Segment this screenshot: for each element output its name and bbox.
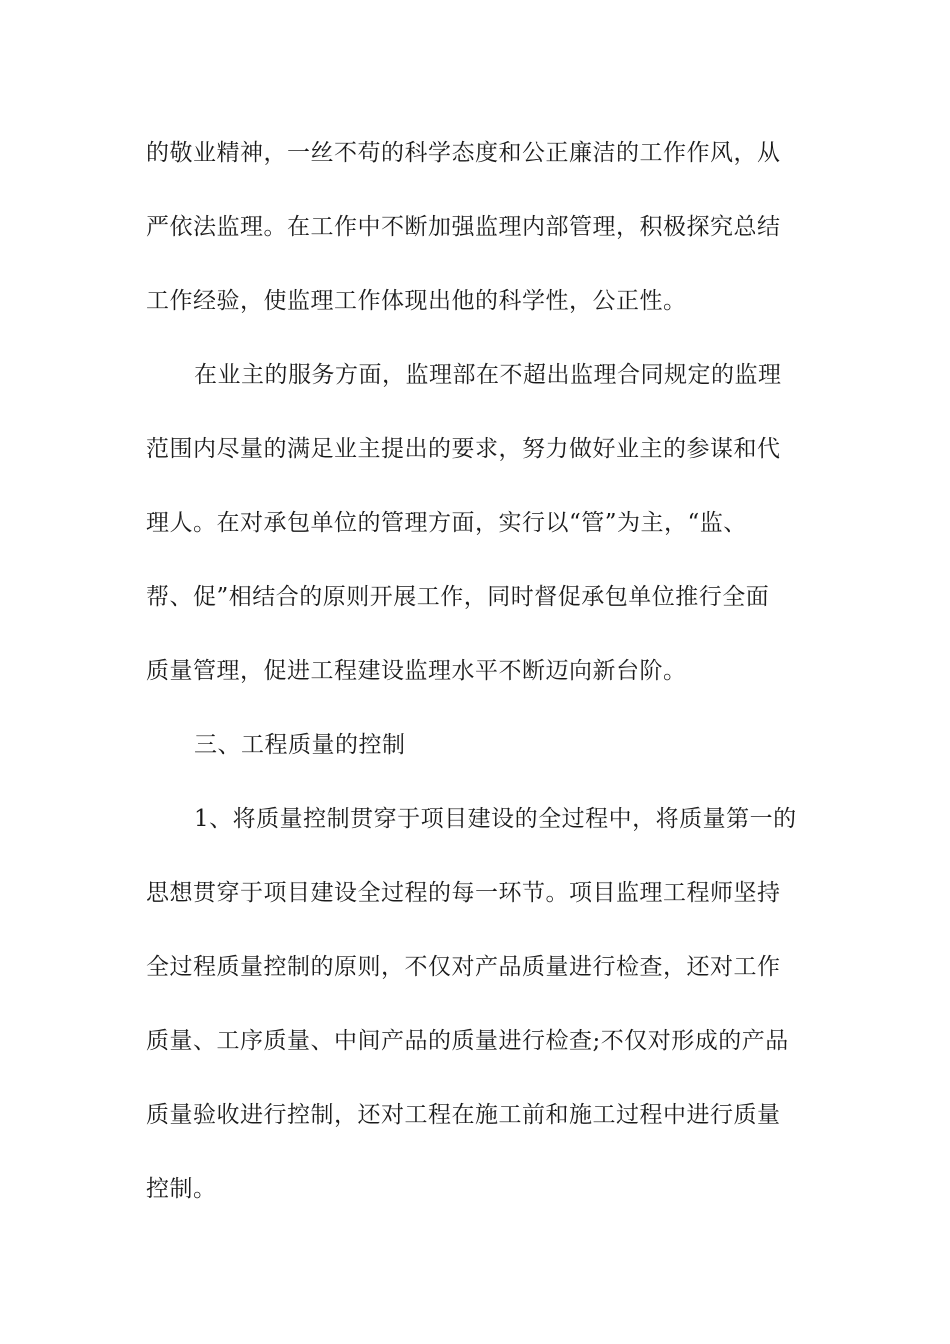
paragraph-3 [146, 782, 804, 1226]
text-line: 1、将质量控制贯穿于项目建设的全过程中，将质量第一的 [194, 806, 797, 832]
text-line: 范围内尽量的满足业主提出的要求，努力做好业主的参谋和代 [146, 436, 781, 462]
text-line: 质量、工序质量、中间产品的质量进行检查;不仅对形成的产品 [146, 1028, 789, 1054]
text-line: 在业主的服务方面，监理部在不超出监理合同规定的监理 [194, 362, 782, 388]
text-line: 理人。在对承包单位的管理方面，实行以“管”为主，“监、 [146, 510, 747, 536]
section-heading [146, 708, 804, 782]
text-line: 帮、促”相结合的原则开展工作，同时督促承包单位推行全面 [146, 584, 770, 610]
text-line: 的敬业精神，一丝不苟的科学态度和公正廉洁的工作作风，从 [146, 140, 781, 166]
text-line: 思想贯穿于项目建设全过程的每一环节。项目监理工程师坚持 [146, 880, 781, 906]
paragraph-1 [146, 116, 804, 338]
text-line: 质量验收进行控制，还对工程在施工前和施工过程中进行质量 [146, 1102, 781, 1128]
text-line: 控制。 [146, 1176, 217, 1202]
text-line: 严依法监理。在工作中不断加强监理内部管理，积极探究总结 [146, 214, 781, 240]
document-body [146, 116, 804, 1226]
text-line: 质量管理，促进工程建设监理水平不断迈向新台阶。 [146, 658, 687, 684]
text-line: 工作经验，使监理工作体现出他的科学性，公正性。 [146, 288, 687, 314]
paragraph-2 [146, 338, 804, 708]
text-line: 全过程质量控制的原则，不仅对产品质量进行检查，还对工作 [146, 954, 781, 980]
section-heading-text: 三、工程质量的控制 [194, 732, 406, 758]
